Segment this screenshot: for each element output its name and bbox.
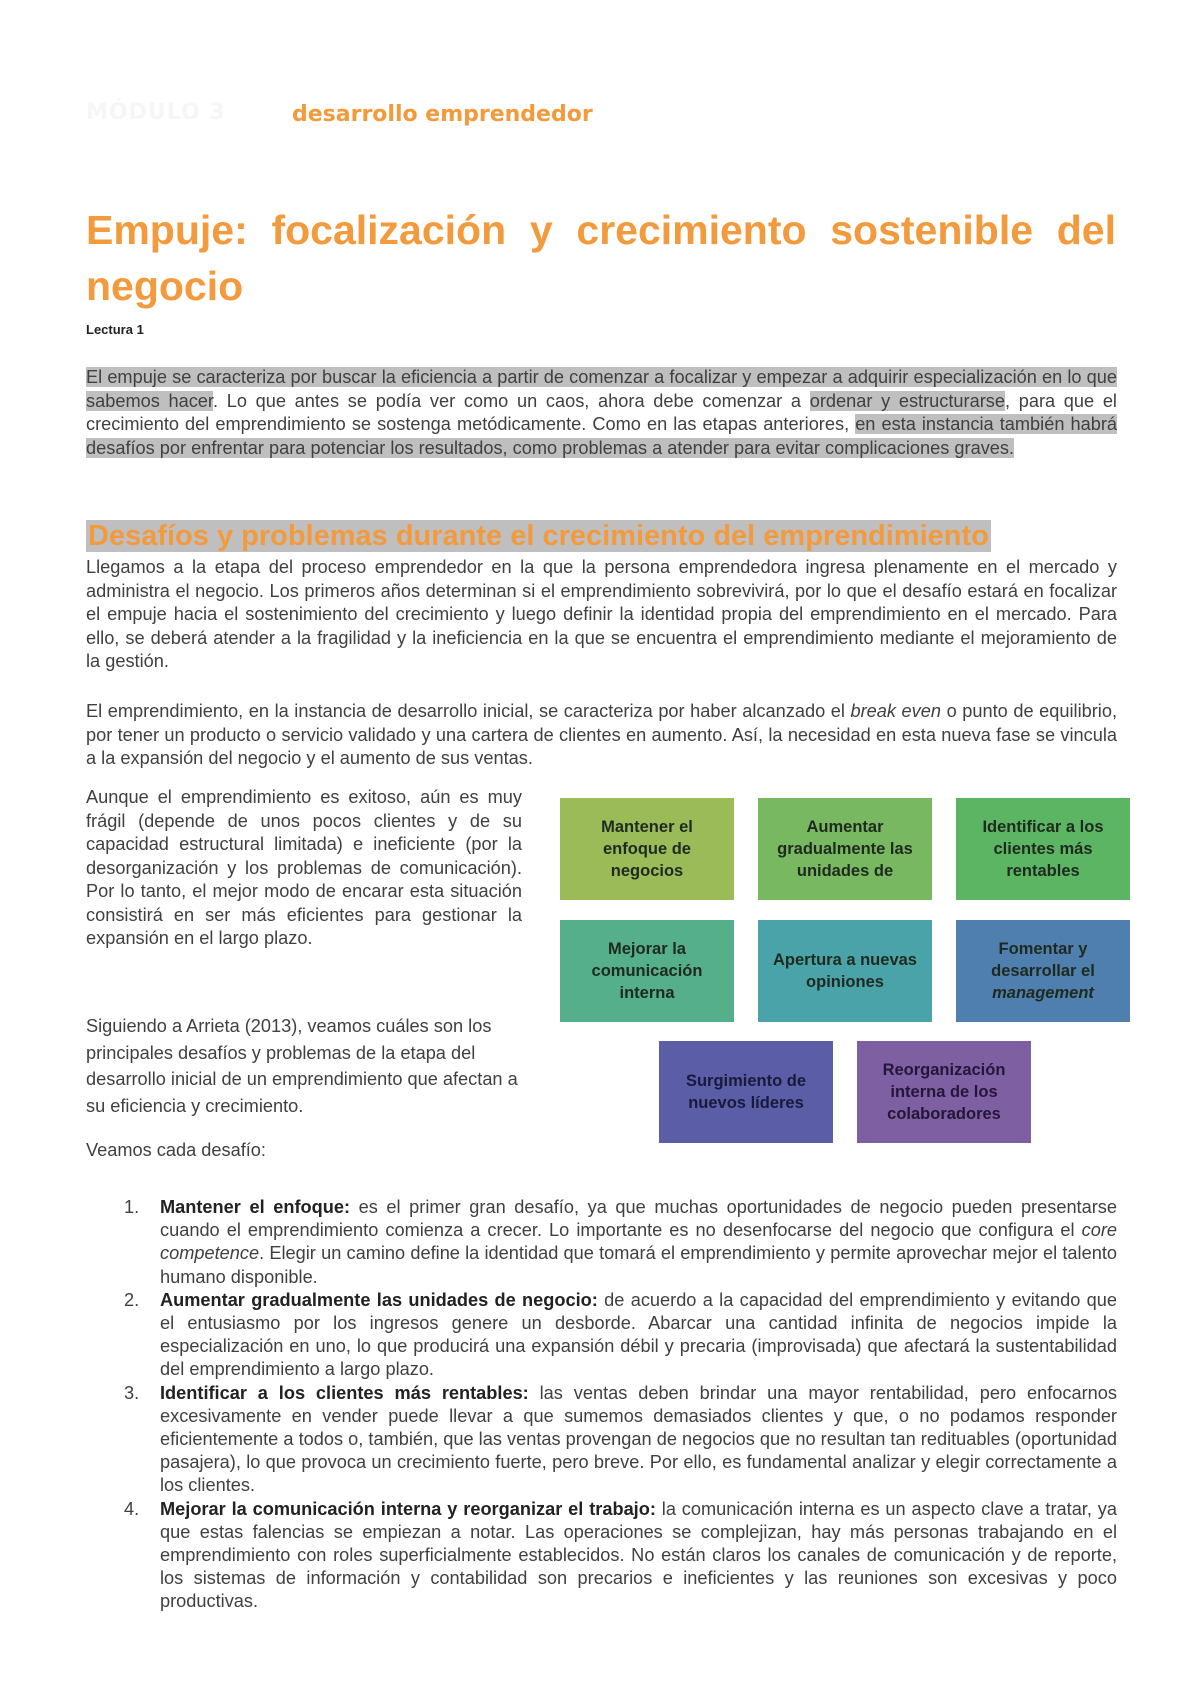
list-number: 1. — [124, 1197, 140, 1217]
diagram-box-label: Apertura a nuevas opiniones — [773, 951, 917, 991]
paragraph-text: . Lo que antes se podía ver como un caos, ahora debe comenzar a — [212, 390, 810, 411]
diagram-box — [956, 920, 1130, 1022]
list-item — [120, 1498, 1117, 1614]
diagram-box — [659, 1041, 833, 1143]
diagram-box — [758, 798, 932, 900]
paragraph-text: o punto de equilibrio, por tener un producto o servicio validado y una cartera de clientes en aumento. Así, la necesidad en esta nueva fase se vincula a la expansión del negocio y el aumento de sus ventas. — [86, 701, 1117, 768]
list-item — [120, 1196, 1117, 1289]
list-item-text: la comunicación interna es un aspecto clave a tratar, ya que estas falencias se empiezan a notar. Las operaciones se complejizan, hay más personas trabajando en el emprendimiento con roles superficialmente establecidos. No están claros los canales de comunicación y de reporte, los sistemas de información y contabilidad son precarios e ineficientes y las reuniones son excesivas y poco productivas. — [160, 1498, 1117, 1612]
section-heading-text: Desafíos y problemas durante el crecimiento del emprendimiento — [88, 520, 989, 552]
list-number: 3. — [124, 1382, 140, 1403]
body-paragraph: Llegamos a la etapa del proceso emprendedor en la que la persona emprendedora ingresa plenamente en el mercado y administra el negocio. Los primeros años determinan si el emprendimiento sobrevivirá, por lo que el desafío estará en focalizar el empuje hacia el sostenimiento del crecimiento y luego definir la identidad propia del emprendimiento en el mercado. Para ello, se deberá atender a la fragilidad y la ineficiencia en la que se encuentra el emprendimiento mediante el mejoramiento de la gestión. — [86, 557, 1117, 671]
diagram-box-label: Reorganización interna de los colaboradores — [882, 1061, 1006, 1123]
module-label: desarrollo emprendedor — [292, 102, 593, 127]
list-item-text: . Elegir un camino define la identidad que tomará el emprendimiento y permite aprovechar mejor el talento humano disponible. — [160, 1243, 1117, 1287]
paragraph-text: , para que el crecimiento del emprendimiento se sostenga metódicamente. Como en las etapas anteriores, — [86, 390, 1117, 434]
module-header — [86, 100, 593, 132]
list-item — [120, 1289, 1117, 1382]
highlighted-text: El empuje se caracteriza por buscar la eficiencia a partir de comenzar a focalizar y empezar a adquirir especialización en lo que sabemos hacer — [86, 367, 1117, 411]
list-item-title: Mantener el enfoque: — [160, 1197, 350, 1217]
module-number-watermark: MÓDULO 3 — [86, 100, 226, 125]
diagram-box-label: Identificar a los clientes más rentables — [982, 818, 1104, 880]
paragraph-text: El emprendimiento, en la instancia de desarrollo inicial, se caracteriza por haber alcanzado el — [86, 701, 851, 721]
diagram-box-label: Surgimiento de nuevos líderes — [685, 1072, 807, 1112]
page-title: Empuje: focalización y crecimiento sostenible del negocio — [86, 207, 1116, 309]
diagram-box-label: Aumentar gradualmente las unidades de — [777, 818, 913, 880]
highlighted-text: en esta instancia también habrá desafíos por enfrentar para potenciar los resultados, como problemas a atender para evitar complicaciones graves. — [86, 414, 1117, 458]
diagram-box-label — [966, 938, 1120, 1004]
list-item-text: de acuerdo a la capacidad del emprendimiento y evitando que el entusiasmo por los ingresos genere un desborde. Abarcar una cantidad infinita de negocios impide la especialización en uno, lo que producirá una expansión débil y precaria (improvisada) que afectará la sustentabilidad del emprendimiento a largo plazo. — [160, 1289, 1117, 1380]
side-paragraph: Siguiendo a Arrieta (2013), veamos cuáles son los principales desafíos y problemas de la etapa del desarrollo inicial de un emprendimiento que afectan a su eficiencia y crecimiento. — [86, 1016, 518, 1116]
diagram-box — [560, 798, 734, 900]
side-paragraph: Aunque el emprendimiento es exitoso, aún es muy frágil (depende de unos pocos clientes y de su capacidad estructural limitada) e ineficiente (por la desorganización y los problemas de comunicación). Por lo tanto, el mejor modo de encarar esta situación consistirá en ser más eficientes para gestionar la expansión en el largo plazo. — [86, 787, 522, 948]
challenges-diagram — [560, 790, 1130, 1140]
highlighted-text: ordenar y estructurarse — [809, 390, 1005, 411]
body-paragraph — [86, 700, 1117, 771]
intro-paragraph — [86, 366, 1117, 460]
section-heading — [86, 518, 991, 554]
diagram-box — [560, 920, 734, 1022]
diagram-box — [758, 920, 932, 1022]
diagram-box-label-italic: management — [992, 984, 1094, 1002]
challenges-list — [120, 1196, 1117, 1614]
reading-label: Lectura 1 — [86, 322, 144, 337]
list-item-title: Identificar a los clientes más rentables: — [160, 1382, 529, 1403]
italic-term: break even — [850, 701, 941, 721]
list-intro: Veamos cada desafío: — [86, 1140, 266, 1160]
list-number: 4. — [124, 1498, 140, 1519]
list-item-title: Aumentar gradualmente las unidades de negocio: — [160, 1289, 598, 1310]
list-item — [120, 1382, 1117, 1498]
list-number: 2. — [124, 1289, 140, 1310]
list-item-text: las ventas deben brindar una mayor rentabilidad, pero enfocarnos excesivamente en vender puede llevar a que sumemos demasiados clientes y que, o no podamos responder eficientemente a todos o, también, que las ventas provengan de negocios que no resultan tan redituables (oportunidad pasajera), lo que provoca un crecimiento fuerte, pero breve. Por ello, es fundamental analizar y elegir correctamente a los clientes. — [160, 1382, 1117, 1496]
diagram-box — [956, 798, 1130, 900]
diagram-box-label: Mejorar la comunicación interna — [591, 940, 703, 1002]
diagram-box-label: Mantener el enfoque de negocios — [601, 818, 693, 880]
list-item-title: Mejorar la comunicación interna y reorganizar el trabajo: — [160, 1498, 656, 1519]
list-item-text: es el primer gran desafío, ya que muchas oportunidades de negocio pueden presentarse cuando el emprendimiento comienza a crecer. Lo importante es no desenfocarse del negocio que configura el — [160, 1197, 1117, 1241]
diagram-box — [857, 1041, 1031, 1143]
diagram-box-label-text: Fomentar y desarrollar el — [991, 940, 1095, 980]
italic-term: core competence — [160, 1220, 1117, 1264]
